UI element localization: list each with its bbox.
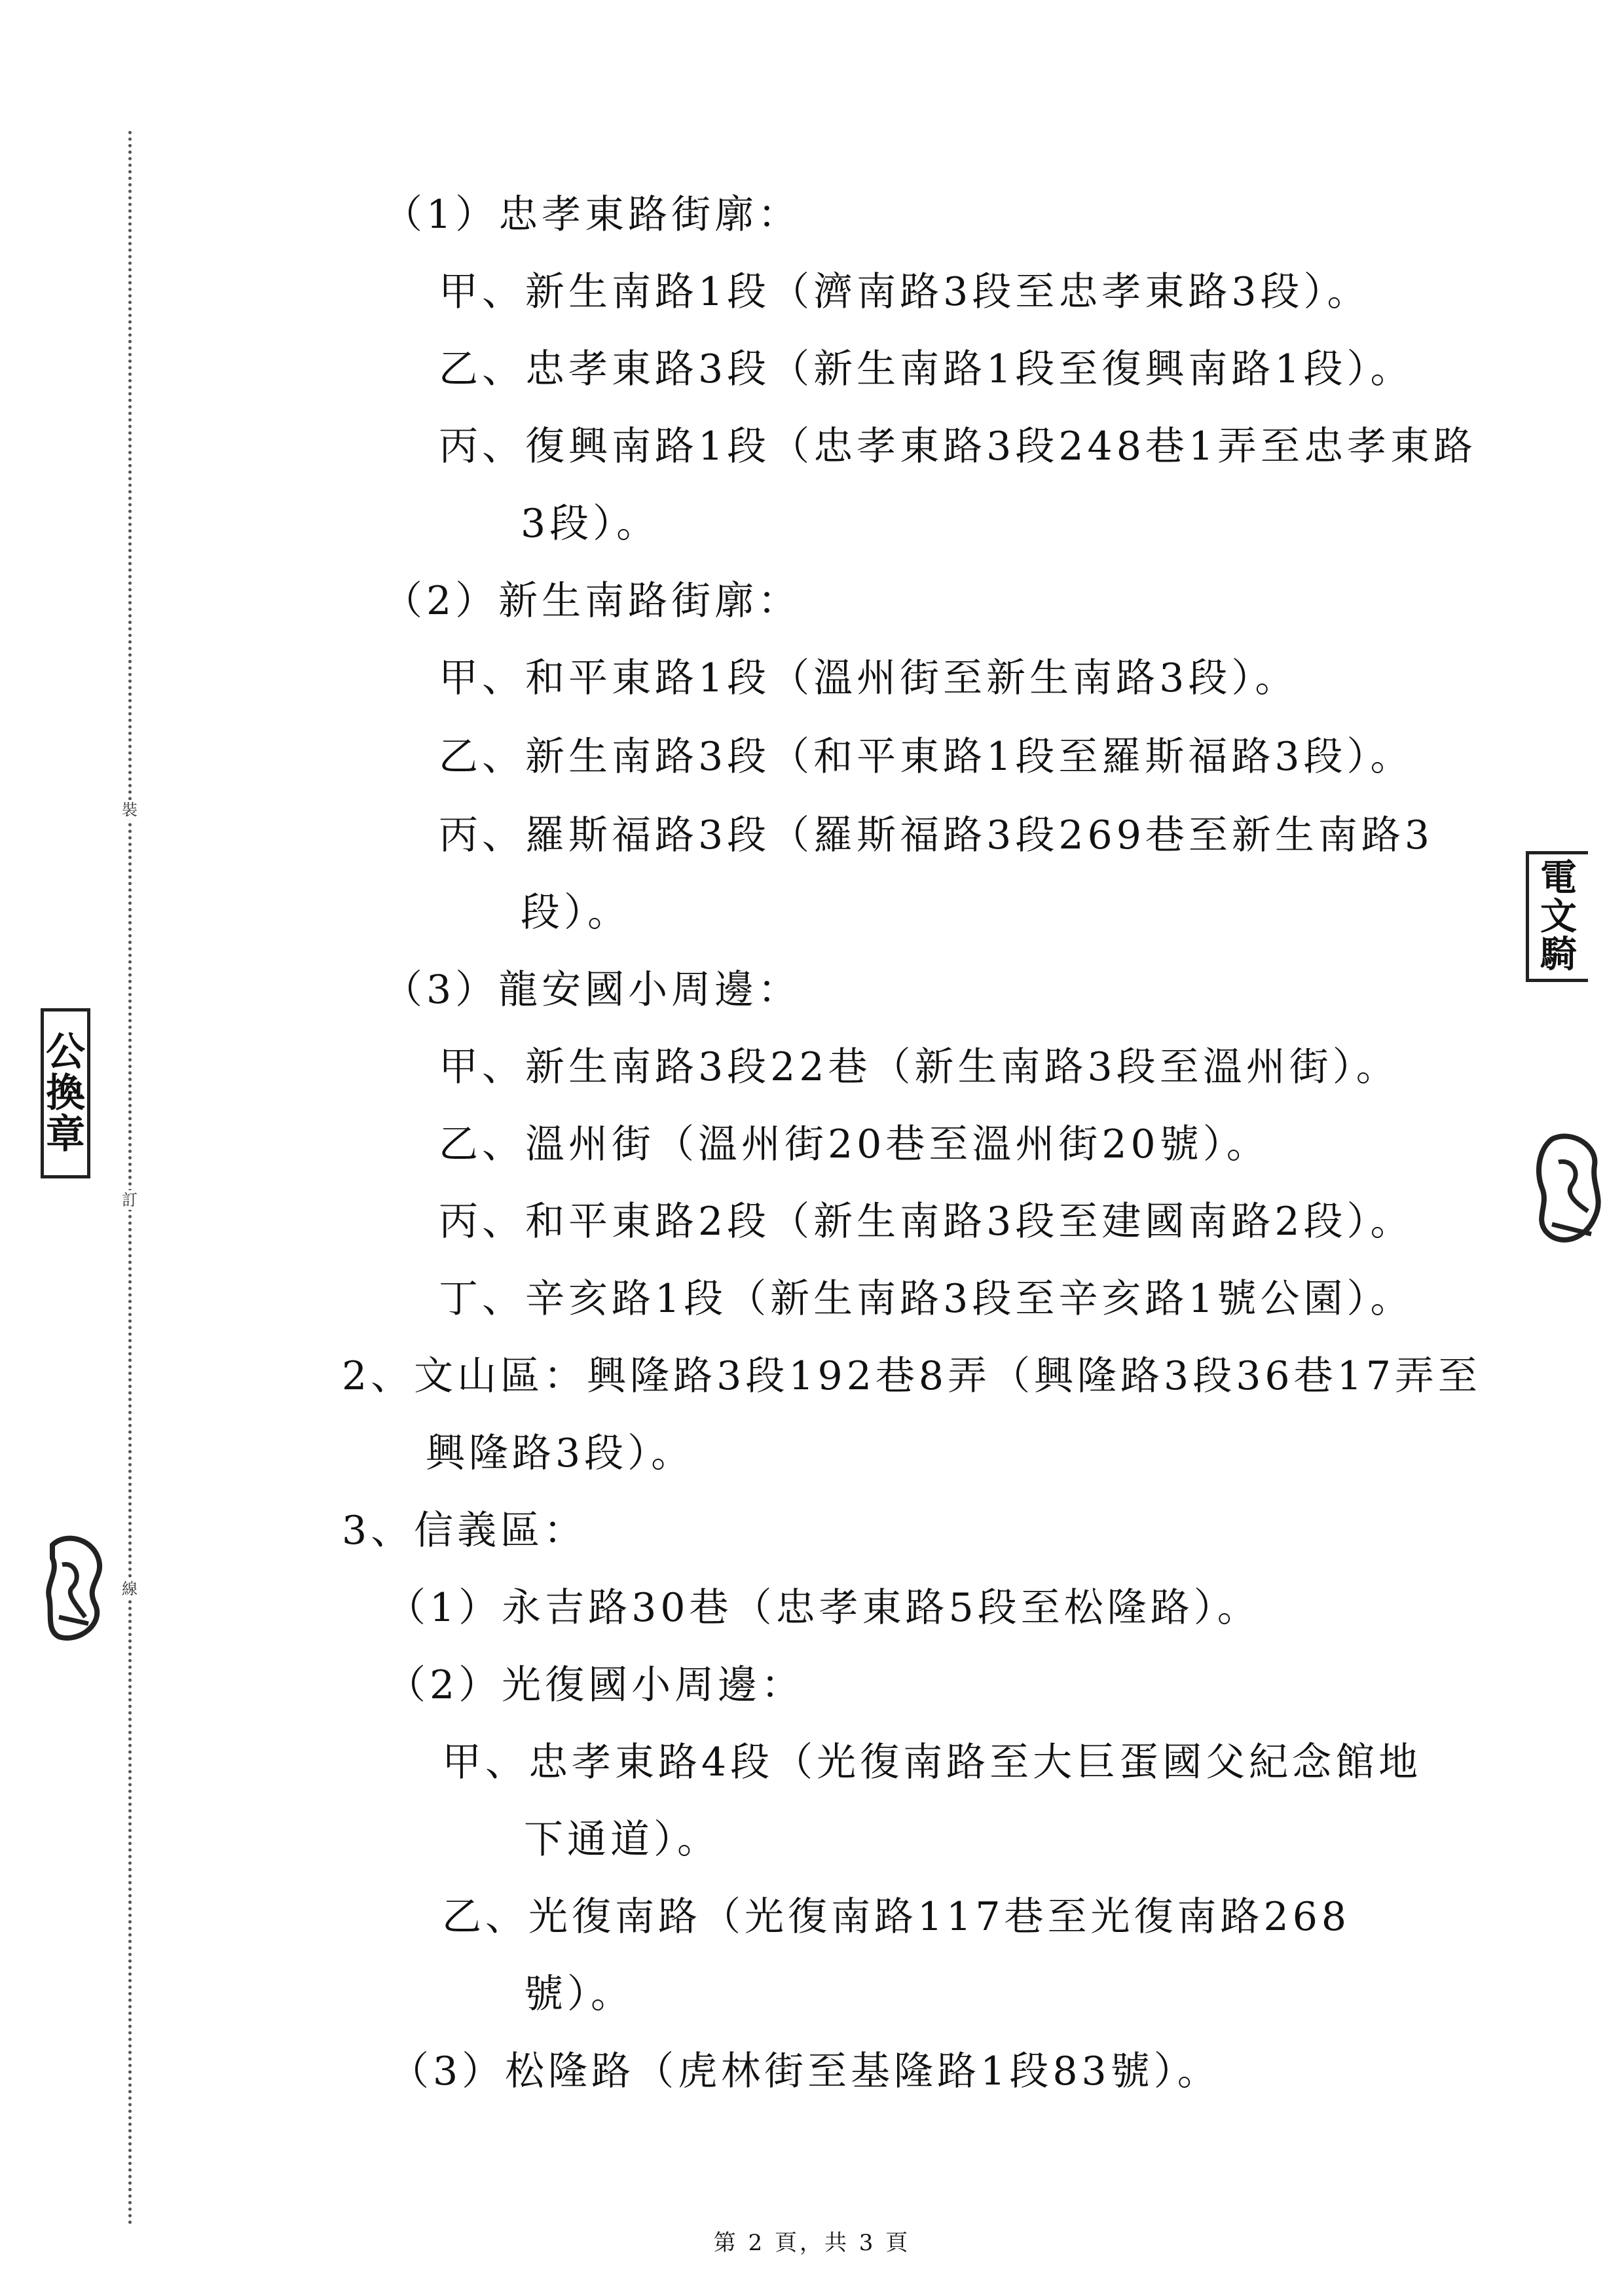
- binding-mark-xian: 線: [122, 1580, 138, 1598]
- stamp-char: 章: [46, 1111, 85, 1157]
- list-item: 甲、和平東路1段（溫州街至新生南路3段）。: [439, 655, 1299, 701]
- section-heading: （2）光復國小周邊：: [386, 1662, 805, 1708]
- list-item: 甲、忠孝東路4段（光復南路至大巨蛋國父紀念館地: [442, 1740, 1422, 1785]
- district-item-continuation: 興隆路3段）。: [426, 1430, 695, 1476]
- seal-signature-icon: [1532, 1126, 1611, 1257]
- stamp-char: 換: [46, 1070, 85, 1116]
- seal-signature-icon: [39, 1525, 111, 1656]
- binding-mark-ding: 訂: [122, 1191, 138, 1209]
- list-item: 丙、復興南路1段（忠孝東路3段248巷1弄至忠孝東路: [439, 424, 1477, 469]
- section-heading: （3）龍安國小周邊：: [383, 967, 802, 1013]
- list-item-continuation: 號）。: [524, 1971, 634, 2017]
- binding-dotted-line: [128, 131, 132, 2226]
- binding-mark-zhuang: 裝: [122, 801, 138, 819]
- stamp-char: 公: [46, 1029, 85, 1075]
- stamp-char: 電: [1540, 856, 1577, 900]
- section-heading: （1）永吉路30巷（忠孝東路5段至松隆路）。: [386, 1585, 1261, 1631]
- list-item: 甲、新生南路3段22巷（新生南路3段至溫州街）。: [439, 1044, 1399, 1090]
- page-number-footer: 第 2 頁，共 3 頁: [713, 2230, 911, 2256]
- list-item: 甲、新生南路1段（濟南路3段至忠孝東路3段）。: [439, 269, 1371, 315]
- section-heading: （2）新生南路街廓：: [383, 578, 802, 624]
- list-item: 乙、新生南路3段（和平東路1段至羅斯福路3段）。: [439, 734, 1414, 780]
- stamp-char: 文: [1540, 894, 1577, 938]
- list-item-continuation: 下通道）。: [524, 1817, 720, 1863]
- section-heading: （1）忠孝東路街廓：: [383, 192, 802, 238]
- list-item: 丙、和平東路2段（新生南路3段至建國南路2段）。: [439, 1199, 1414, 1245]
- list-item: 乙、溫州街（溫州街20巷至溫州街20號）。: [439, 1121, 1270, 1167]
- stamp-char: 騎: [1540, 933, 1577, 977]
- list-item-continuation: 3段）。: [521, 501, 660, 547]
- electronic-document-stamp: [1526, 851, 1588, 982]
- exchange-seal-stamp: [41, 1008, 90, 1178]
- district-item: 2、文山區：興隆路3段192巷8弄（興隆路3段36巷17弄至: [342, 1353, 1481, 1399]
- list-item-continuation: 段）。: [521, 890, 631, 936]
- list-item: 乙、忠孝東路3段（新生南路1段至復興南路1段）。: [439, 346, 1414, 392]
- district-item: 3、信義區：: [342, 1508, 587, 1554]
- list-item: 乙、光復南路（光復南路117巷至光復南路268: [442, 1894, 1351, 1940]
- list-item: 丙、羅斯福路3段（羅斯福路3段269巷至新生南路3: [439, 812, 1434, 858]
- list-item: 丁、辛亥路1段（新生南路3段至辛亥路1號公園）。: [439, 1276, 1414, 1322]
- section-heading: （3）松隆路（虎林街至基隆路1段83號）。: [390, 2049, 1221, 2094]
